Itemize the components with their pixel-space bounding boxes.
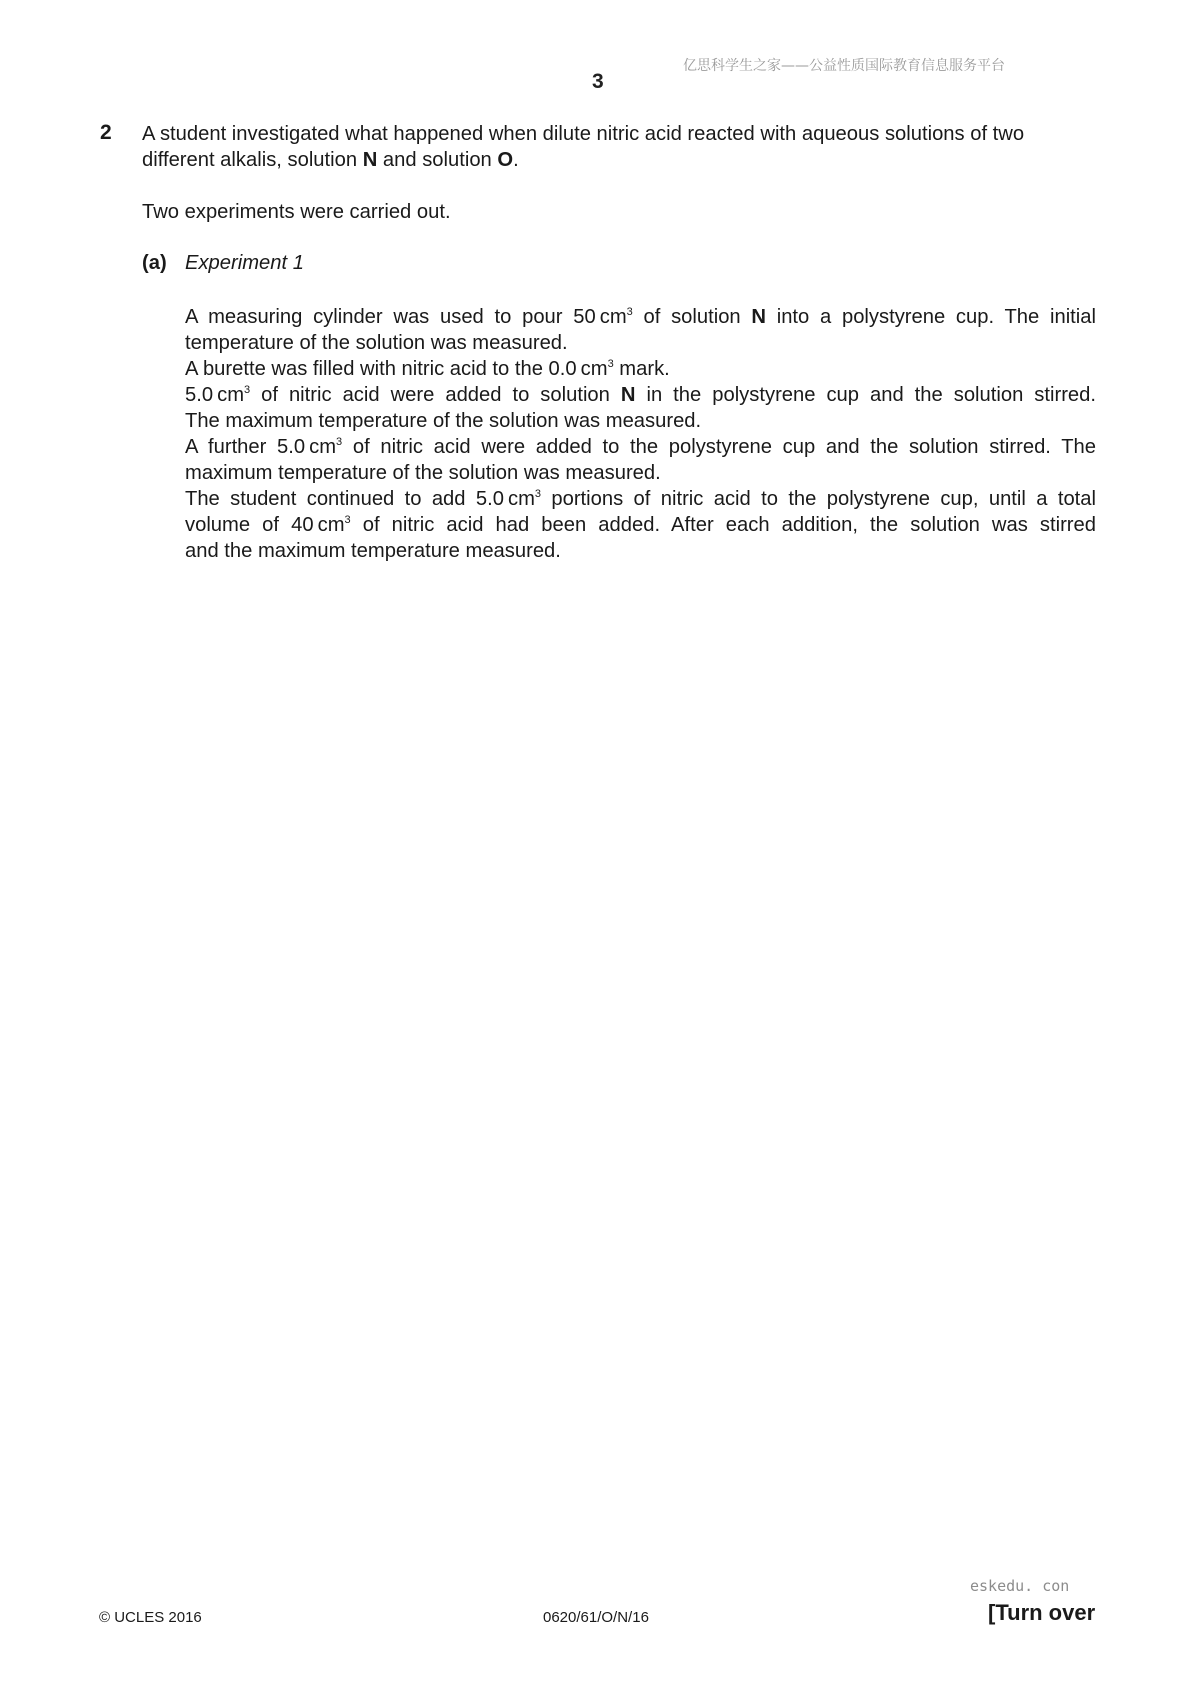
turn-over-label: [Turn over <box>988 1600 1096 1625</box>
part-a-line-5: The maximum temperature of the solution was measured. <box>185 410 702 432</box>
text-run: of nitric acid were added to the polystyrene cup and the solution stirred. The <box>342 436 1096 458</box>
page-number: 3 <box>592 70 604 93</box>
part-a-line-3 <box>185 356 670 385</box>
solution-n-label: N <box>362 149 378 171</box>
footer-watermark: eskedu. con <box>970 1577 1070 1595</box>
text-run: A burette was filled with nitric acid to the 0.0 cm <box>185 358 608 380</box>
footer-paper-code: 0620/61/O/N/16 <box>543 1609 649 1626</box>
experiments-sentence: Two experiments were carried out. <box>142 201 451 223</box>
text-run: of nitric acid had been added. After each addition, the solution was stirred <box>350 514 1096 536</box>
solution-n-label: N <box>751 306 766 328</box>
superscript: 3 <box>534 488 542 500</box>
superscript: 3 <box>336 436 343 448</box>
part-a-line-8 <box>185 486 1096 515</box>
part-a-label: (a) <box>142 252 167 274</box>
part-a-line-1 <box>185 304 1096 333</box>
text-run: of nitric acid were added to solution <box>250 384 621 406</box>
text-run: volume of 40 cm <box>185 514 345 536</box>
part-a-line-9 <box>185 512 1096 541</box>
text-run: The student continued to add 5.0 cm <box>185 488 535 510</box>
intro-text: . <box>513 149 519 171</box>
header-watermark: 亿思科学生之家——公益性质国际教育信息服务平台 <box>683 58 1005 74</box>
part-a-title: Experiment 1 <box>185 252 304 274</box>
superscript: 3 <box>344 514 351 526</box>
superscript: 3 <box>244 384 251 396</box>
question-intro-line-2 <box>142 147 519 173</box>
part-a-line-10: and the maximum temperature measured. <box>185 540 561 562</box>
part-a-line-6 <box>185 434 1096 463</box>
question-number: 2 <box>100 121 112 144</box>
superscript: 3 <box>607 358 614 370</box>
text-run: in the polystyrene cup and the solution stirred. <box>635 384 1096 406</box>
text-run: A measuring cylinder was used to pour 50 cm <box>185 306 627 328</box>
part-a-line-4 <box>185 382 1096 411</box>
part-a-line-2: temperature of the solution was measured. <box>185 332 568 354</box>
text-run: of solution <box>632 306 752 328</box>
text-run: 5.0 cm <box>185 384 245 406</box>
solution-o-label: O <box>497 149 514 171</box>
superscript: 3 <box>626 306 633 318</box>
text-run: into a polystyrene cup. The initial <box>765 306 1096 328</box>
question-intro-line-1: A student investigated what happened when dilute nitric acid reacted with aqueous solutions of two <box>142 123 1025 145</box>
intro-text: different alkalis, solution <box>142 149 363 171</box>
text-run: portions of nitric acid to the polystyrene cup, until a total <box>541 488 1096 510</box>
footer-copyright: © UCLES 2016 <box>99 1609 202 1626</box>
part-a-line-7: maximum temperature of the solution was measured. <box>185 462 661 484</box>
intro-text: and solution <box>377 149 498 171</box>
text-run: mark. <box>613 358 670 380</box>
solution-n-label: N <box>620 384 636 406</box>
text-run: A further 5.0 cm <box>185 436 337 458</box>
